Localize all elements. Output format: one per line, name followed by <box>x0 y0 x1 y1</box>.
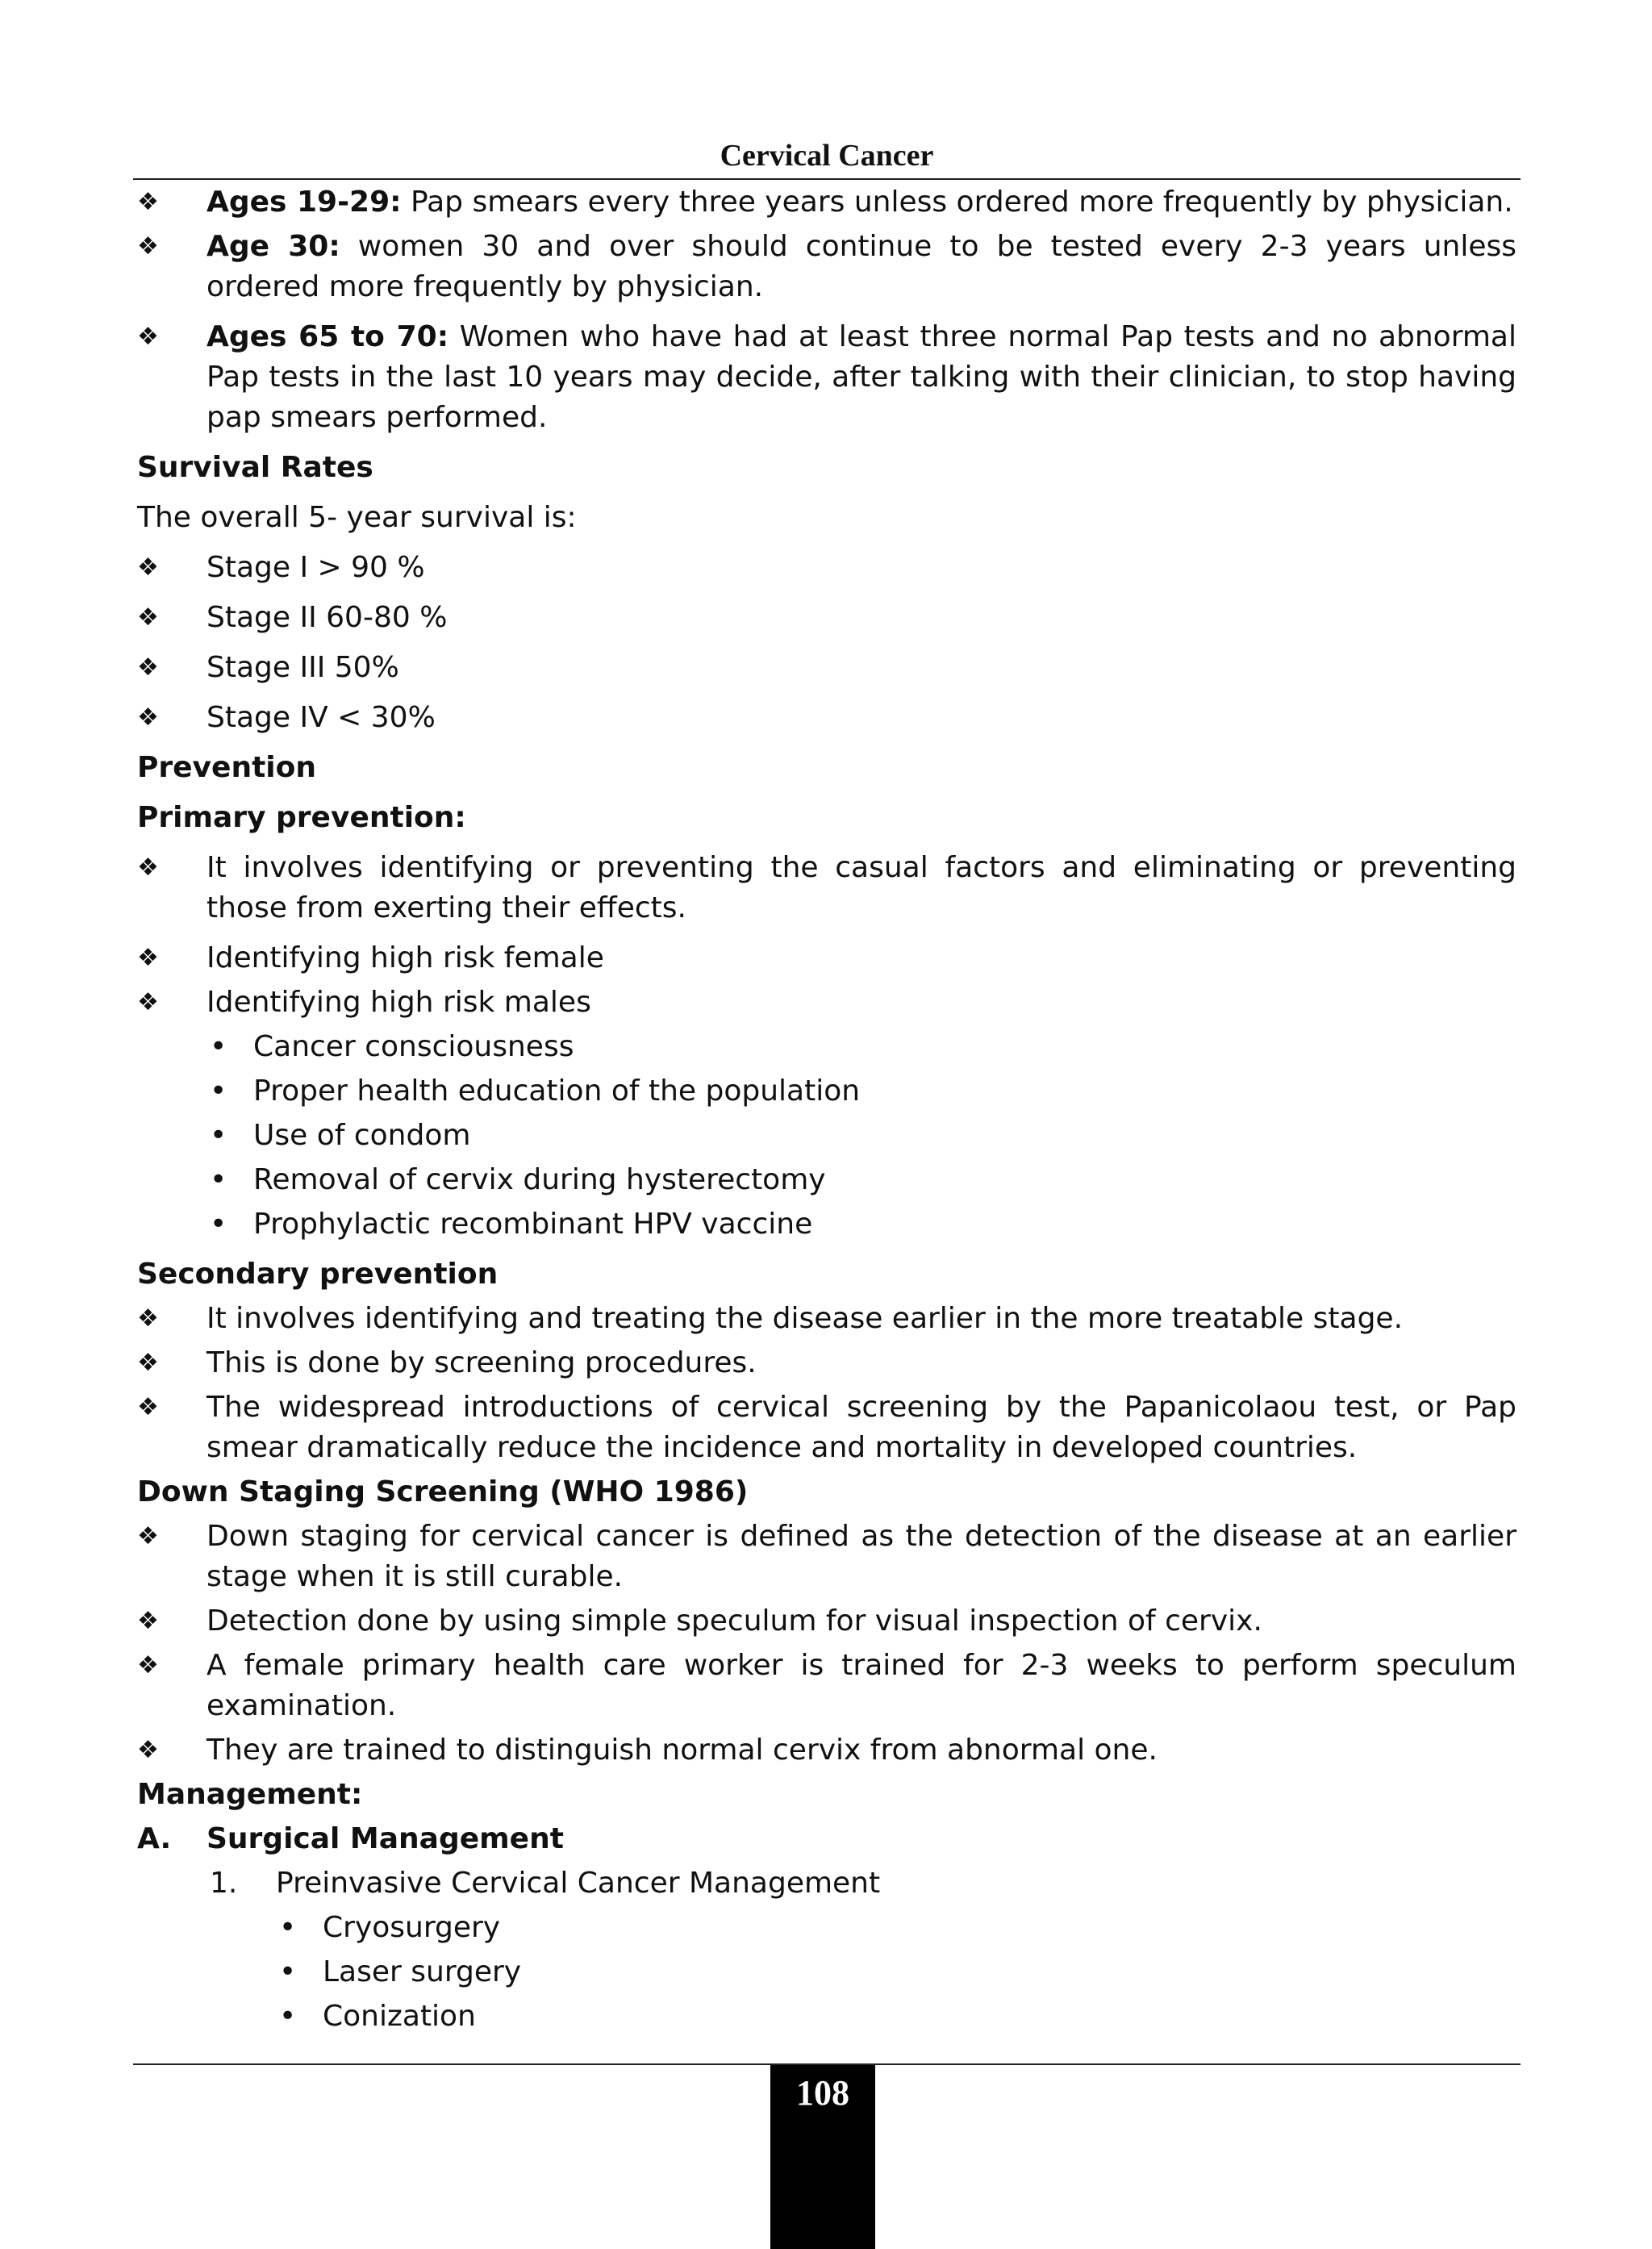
procedure-item: • Cryosurgery <box>137 1908 1516 1948</box>
dot-bullet-icon: • <box>210 1074 227 1108</box>
diamond-bullet-icon: ❖ <box>137 323 159 351</box>
page-content <box>137 182 1516 2041</box>
primary-prevention-item: ❖ It involves identifying or preventing the casual factors and eliminating or preventing those from exerting their effects. <box>137 848 1516 928</box>
prevention-heading: Prevention <box>137 751 316 784</box>
down-staging-heading: Down Staging Screening (WHO 1986) <box>137 1475 749 1508</box>
diamond-bullet-icon: ❖ <box>137 553 159 582</box>
procedure-item: • Conization <box>137 1997 1516 2037</box>
section-letter: A. <box>137 1822 172 1855</box>
diamond-bullet-icon: ❖ <box>137 1349 159 1377</box>
diamond-bullet-icon: ❖ <box>137 232 159 261</box>
survival-stage: ❖ Stage I > 90 % <box>137 548 1516 588</box>
primary-prevention-subitem: • Cancer consciousness <box>137 1027 1516 1067</box>
secondary-prevention-item: ❖ It involves identifying and treating the disease earlier in the more treatable stage. <box>137 1299 1516 1339</box>
survival-stage: ❖ Stage II 60-80 % <box>137 598 1516 638</box>
dot-bullet-icon: • <box>279 2000 297 2033</box>
diamond-bullet-icon: ❖ <box>137 703 159 732</box>
diamond-bullet-icon: ❖ <box>137 1736 159 1764</box>
page-number: 108 <box>770 2065 875 2249</box>
survival-stage: ❖ Stage III 50% <box>137 648 1516 688</box>
page-header <box>133 133 1521 180</box>
surgical-management-heading: A. Surgical Management <box>137 1819 1516 1859</box>
survival-intro: The overall 5- year survival is: <box>137 501 577 534</box>
diamond-bullet-icon: ❖ <box>137 1651 159 1679</box>
primary-prevention-subitem: • Proper health education of the population <box>137 1071 1516 1112</box>
survival-heading: Survival Rates <box>137 451 373 484</box>
dot-bullet-icon: • <box>210 1208 227 1241</box>
down-staging-item: ❖ A female primary health care worker is trained for 2-3 weeks to perform speculum examination. <box>137 1646 1516 1726</box>
preinvasive-management-item: 1. Preinvasive Cervical Cancer Management <box>137 1863 1516 1904</box>
secondary-prevention-heading: Secondary prevention <box>137 1258 499 1291</box>
dot-bullet-icon: • <box>210 1030 227 1063</box>
diamond-bullet-icon: ❖ <box>137 1393 159 1421</box>
screening-item: ❖ Ages 65 to 70: Women who have had at least three normal Pap tests and no abnormal Pap tests in the last 10 years may decide, after talking with their clinician, to stop having pap smears performed. <box>137 317 1516 438</box>
diamond-bullet-icon: ❖ <box>137 853 159 882</box>
item-number: 1. <box>210 1867 238 1900</box>
diamond-bullet-icon: ❖ <box>137 1304 159 1333</box>
survival-stage: ❖ Stage IV < 30% <box>137 698 1516 738</box>
primary-prevention-heading: Primary prevention: <box>137 801 466 834</box>
dot-bullet-icon: • <box>210 1119 227 1152</box>
diamond-bullet-icon: ❖ <box>137 988 159 1016</box>
secondary-prevention-item: ❖ This is done by screening procedures. <box>137 1343 1516 1383</box>
diamond-bullet-icon: ❖ <box>137 944 159 972</box>
diamond-bullet-icon: ❖ <box>137 1522 159 1550</box>
management-heading: Management: <box>137 1778 363 1811</box>
dot-bullet-icon: • <box>210 1163 227 1196</box>
page-title: Cervical Cancer <box>720 139 934 173</box>
diamond-bullet-icon: ❖ <box>137 188 159 216</box>
down-staging-item: ❖ Down staging for cervical cancer is defined as the detection of the disease at an earlier stage when it is still curable. <box>137 1517 1516 1597</box>
dot-bullet-icon: • <box>279 1911 297 1944</box>
primary-prevention-subitem: • Removal of cervix during hysterectomy <box>137 1160 1516 1200</box>
primary-prevention-item: ❖ Identifying high risk female <box>137 938 1516 978</box>
primary-prevention-subitem: • Use of condom <box>137 1116 1516 1156</box>
primary-prevention-item: ❖ Identifying high risk males <box>137 983 1516 1023</box>
down-staging-item: ❖ Detection done by using simple speculum for visual inspection of cervix. <box>137 1601 1516 1642</box>
diamond-bullet-icon: ❖ <box>137 1607 159 1635</box>
diamond-bullet-icon: ❖ <box>137 653 159 682</box>
secondary-prevention-item: ❖ The widespread introductions of cervical screening by the Papanicolaou test, or Pap smear dramatically reduce the incidence and mortality in developed countries. <box>137 1387 1516 1468</box>
procedure-item: • Laser surgery <box>137 1952 1516 1992</box>
diamond-bullet-icon: ❖ <box>137 603 159 632</box>
primary-prevention-subitem: • Prophylactic recombinant HPV vaccine <box>137 1204 1516 1245</box>
screening-item: ❖ Ages 19-29: Pap smears every three years unless ordered more frequently by physician. <box>137 182 1516 223</box>
down-staging-item: ❖ They are trained to distinguish normal cervix from abnormal one. <box>137 1730 1516 1771</box>
screening-item: ❖ Age 30: women 30 and over should continue to be tested every 2-3 years unless ordered more frequently by physician. <box>137 227 1516 307</box>
dot-bullet-icon: • <box>279 1955 297 1988</box>
